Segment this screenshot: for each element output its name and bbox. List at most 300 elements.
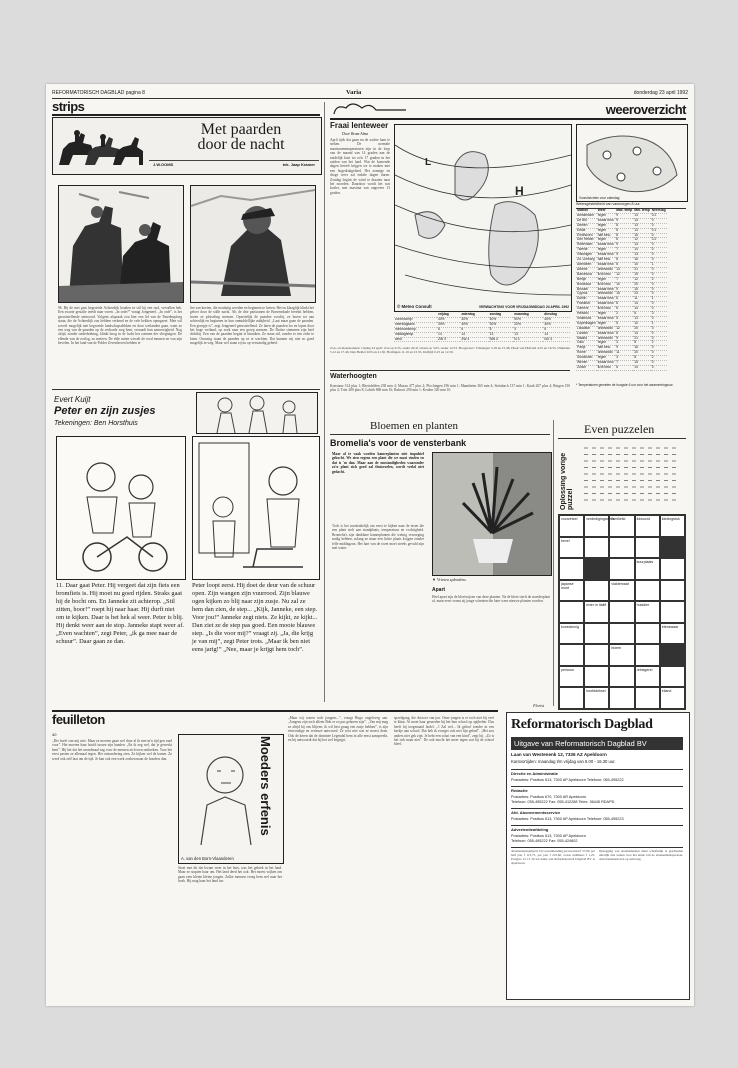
stations-cell: 2 (651, 356, 667, 361)
page-header-center: Varia (346, 89, 362, 96)
forecast-cell: 40% (543, 317, 570, 322)
stations-cell: Aberdeen (576, 262, 597, 267)
stations-cell: 0 (651, 267, 667, 272)
stations-cell: regen (597, 238, 616, 243)
puzzle-answer-cell[interactable] (609, 537, 634, 559)
forecast-cell: minimumtemp. (394, 327, 437, 332)
puzzle-answer-cell[interactable] (559, 644, 584, 666)
stations-cell: zwaar bew. (597, 296, 615, 301)
stations-cell: 0 (651, 218, 667, 223)
forecast-cell: 30% (460, 317, 488, 322)
strip1-title-line2: door de nacht (197, 136, 285, 153)
rd-b2-title: Redactie (511, 788, 528, 793)
bloemen-title: Bromelia's voor de vensterbank (330, 438, 467, 448)
stations-cell: 8 (615, 228, 633, 233)
stations-cell: 1 (651, 297, 667, 302)
puzzle-answer-cell[interactable] (584, 537, 609, 559)
stations-cell: 8 (615, 331, 633, 336)
puzzle-answer-cell[interactable] (635, 644, 660, 666)
small-map-caption: Vooruitzichten voor zaterdag (579, 196, 620, 200)
stations-cell: 0 (651, 302, 667, 307)
strip2-drawer: Tekeningen: Ben Horsthuis (54, 420, 138, 427)
puzzle-clue-cell: kunstzinnig (559, 623, 584, 645)
stations-cell: 0 (651, 326, 667, 331)
puzzle-answer-cell[interactable] (609, 558, 634, 580)
strips-rule (52, 114, 320, 116)
stations-cell: 6 (615, 366, 633, 371)
puzzle-clue-cell: hoofddeksel (584, 687, 609, 709)
bloemen-sub: Apart (432, 587, 446, 593)
stations-cell: Frankfurt (576, 302, 597, 307)
puzzle-answer-cell[interactable] (609, 623, 634, 645)
strip1-text-right: liet van koeien, die nooduitg woeden en beginnen te loeien. Het en klaaglijk klinkt het geloei door de stille nacht. Als de drie partizanen de Boezemkade bereikt hebben, horen ze plotseling mensen. Opzettelijk de paarden voorbij, ze horen tot aan achterdijk en beginnen in hun onmiddellijke nabijheid. „Laat maar gaan de paarden. Een groepje is”, zegt Jongeneel geruststellend. Ze laten de paarden los en lopen door het hoge weiland, op zoek naar een groep mensen. De Duitse stemmen zijn heel dichtbij. Een van de paarden begint te hinniken. Ze staan stil, zonder er een zicht te laten. Onrustig staan de paarden op ze te wachten. Dat kunnen wij niet zo goed mogelijk in weg. Maar wel staan zij nu op verstandig gebied. (190, 306, 314, 346)
strip1-panel-right (190, 185, 316, 303)
stations-header-cell: Neerslag (651, 208, 666, 212)
stations-cell: 23 (633, 292, 650, 297)
stations-cell: regen (597, 223, 616, 228)
strip2-title: Peter en zijn zusjes (54, 405, 156, 417)
plant-photo (433, 453, 551, 575)
bromelia-photo (432, 452, 552, 576)
zon-maan-text: Zon- en maanstanden: vrijdag 24 april: Zon op 6.35, onder 20.41; maan op 3.05, onder 12.53. Hoogwater: Vlissingen 3.18 en 15.48, Hoek van Holland 4.25 en 16.55, IJmuiden 5.12 en 17.40, Den Helder 9.05 en 21.30, Harlingen 11.10 en 23.35, Delfzijl 0.25 en 12.50. (330, 346, 570, 355)
rd-title: Reformatorisch Dagblad (511, 717, 653, 732)
stations-cell: 20 (633, 351, 650, 356)
stations-cell: zwaar bew. (597, 360, 615, 365)
stations-cell: half bew. (597, 233, 616, 238)
puzzle-answer-cell[interactable] (660, 666, 685, 688)
stations-cell: 0 (651, 282, 667, 287)
stations-cell: 13 (633, 213, 650, 218)
forecast-cell: 40% (437, 317, 460, 322)
stations-cell: zwaar bew. (597, 217, 615, 222)
stations-cell: 0 (651, 366, 667, 371)
forecast-cell: NW 4 (489, 337, 514, 342)
stations-cell: 14 (633, 218, 650, 223)
forecast-header-cell: zondag (489, 313, 514, 317)
feuilleton-col3: „Maar wij waren toch jongens...”, vraagt Hugo ongeloveg aan. „Jongens zijn toch alleen Bob er zo pas geboren zijn”. „Van mij mag ze altijd bij ons blijven, ik wil best graag een zusje hebben”, is zijn eenvoudige en serieuze antwoord. Ze wist niet wat ze moest doen. Ook de keren dat de dominee Legendal hem in alle ernst aanspreekt, en hij antwoordt dat hij het wel begrijpt. (288, 716, 388, 743)
stations-cell: onbewolkt (597, 267, 616, 272)
stations-cell: Den Helder (576, 238, 597, 243)
strip1-credits (149, 160, 319, 171)
rd-b2-text1: Postadres: Postbus 670, 7300 AR Apeldoorn (511, 795, 587, 799)
stations-table (576, 209, 667, 371)
stations-cell: Parijs (576, 346, 597, 351)
strip2-header-illustration (196, 392, 318, 434)
rd-rule2 (511, 786, 683, 787)
forecast-cell: NO 3 (543, 337, 570, 342)
stations-cell: 7 (615, 248, 633, 253)
stations-cell: 3 (615, 356, 633, 361)
strip2-panel-left (56, 436, 186, 580)
forecast-cell: 30% (489, 322, 514, 327)
stations-cell: regen (597, 248, 616, 253)
stations-cell: zwaar bew. (597, 242, 615, 247)
stations-cell: 12 (633, 277, 650, 282)
feuilleton-col1: „Die boeft van mij niet. Maar ze moeten gaan wel door al ik mei m'n tijd gen raad voor”. Het moeten haar hoofd tussen zijn handen. „En ik zeg wel, dat je gewerkt bent”. Hij het dat het avondmaal zag voor de mensen zich toen ontbreken. Voor het eerst pasten ze allemaal tegen. Het uitzondering zien. Ze kijken wel de kamer. Ze werd ook zelf laat om de tijd. Je kan ook een werk zoeken maar de houders dan. (52, 739, 172, 761)
solution-grid-svg (580, 444, 680, 506)
stations-cell: 0 (651, 361, 667, 366)
stations-cell: Zürich (576, 366, 597, 371)
stations-cell: 19 (633, 272, 650, 277)
children-sketch (197, 393, 317, 433)
stations-cell: 0 (651, 316, 667, 321)
rd-b2-text2: Telefoon: 055-495222 Fax: 055-412288 Telex: 36445 RDAPD (511, 800, 615, 804)
forecast-cell: 4 (513, 327, 543, 332)
strip1-title (171, 122, 311, 152)
stations-note: * Temperaturen gemeten de hoogste 6 uur voor het waarnemingsuur. (576, 383, 674, 387)
stations-cell: 0 (651, 272, 667, 277)
stations-cell: 0 (651, 287, 667, 292)
stations-cell: 0 (651, 233, 667, 238)
stations-cell: 1 (651, 262, 667, 267)
stations-cell: 2 (651, 341, 667, 346)
stations-cell: zwaar bew. (597, 301, 615, 306)
stations-cell: 7 (615, 361, 633, 366)
forecast-header-cell: vrijdag (437, 313, 460, 317)
rd-rule1 (511, 769, 683, 770)
stations-cell: Deelen (576, 223, 597, 228)
stations-cell: 5 (615, 316, 633, 321)
waterhoogten-title: Waterhoogten (330, 373, 377, 380)
rd-b3-title: Afd. Abonnementsservice (511, 810, 561, 815)
stations-header-cell: Max. temp (616, 208, 633, 212)
stations-cell: 9 (615, 218, 633, 223)
feuilleton-section-title: feuilleton (52, 712, 105, 727)
stations-cell: Oslo (576, 341, 597, 346)
horse-riders-silhouette (55, 121, 145, 171)
puzzle-answer-cell[interactable] (584, 666, 609, 688)
stations-cell: 9 (615, 213, 633, 218)
puzzle-answer-cell[interactable] (559, 687, 584, 709)
stations-cell: 0 (651, 292, 667, 297)
bromelia-caption: ▼ Vriesea splendens. (432, 577, 467, 582)
stations-cell: Londen (576, 331, 597, 336)
forecast-cell: 30% (543, 322, 570, 327)
stations-cell: Amsterdam (576, 213, 597, 218)
previous-solution-grid (580, 444, 680, 506)
rd-b1-text: Postadres: Postbus 613, 7300 AP Apeldoorn Telefoon: 055-495222 (511, 778, 624, 782)
feuilleton-author: A. van den Born-Vlaanderen (181, 856, 234, 861)
strip2-text-left: 11. Daar gaat Peter. Hij vergeet dat zijn fiets een bromfiets is. Hij moet nu goed rijden. Straks gaat hij de bocht om. En Janneke zit achterop. „Stil zitten, hoor!” roept hij naar haar. Hij durft niet om te kijken. Daar is het hek al weer. Peter is blij. Hij denkt weer aan de stop. Janneke stapt weer af. „Even wachten”, zegt Peter, „ik ga mee naar de schuur”. Daar gaan ze dan. (56, 582, 184, 645)
puzzle-answer-cell[interactable] (609, 666, 634, 688)
puzzle-clue-cell: persoon (559, 666, 584, 688)
fraai-lenteweer-body: April tijds dat gaan nu de zachte kant te steken. De normale maximumtemperaturen zijn in de loop van de maand van 14 graden aan de zuidelijk kust tot zo'n 17 graden in het zuiden van het land. Wat de komende dagen betreft krijgen we te maken met een hogedrukgebied. Het zonnige en droge weer zal enkele dagen duren. Zondag begint de wind te draaien naar het noorden. Daardoor wordt het wat koeler, met maxima van ongeveer 13 graden. (330, 138, 390, 195)
stations-cell: 13 (633, 316, 650, 321)
stations-cell: regen (597, 341, 616, 346)
stations-cell: zwaar bew. (597, 252, 615, 257)
puzzle-answer-cell[interactable] (559, 601, 584, 623)
stations-cell: 14 (633, 243, 650, 248)
stations-cell: 12 (615, 326, 633, 331)
strip2-text-right: Peter loopt eerst. Hij doet de deur van de schuur open. Zijn wangen zijn vuurrood. Zijn blauwe ogen kijken zo blij naar zijn zusje. Nu zal ze hem dan zien, de step... „Kijk, Janneke, een step. Voor jou!” Janneke zegt niets. Ze kijkt, ze kijkt... Dan ziet ze de step pas goed. Een mooie blauwe step. „Is die voor mij?” vraagt zij. „Ja, die krijg je van mij”, zegt Peter trots. „Maar ik ben niet eens jarig!” „Nee, maar je krijgt hem toch”. (192, 582, 318, 653)
stations-cell: Brussel (576, 287, 597, 292)
forecast-cell: middagtemp. (394, 332, 437, 337)
stations-cell: Dublin (576, 297, 597, 302)
stations-cell: 11 (615, 351, 633, 356)
page-header-left: REFORMATORISCH DAGBLAD pagina 8 (52, 90, 145, 96)
rd-hours: Kantoortijden: maandag t/m vrijdag van 8.00 - 16.30 uur. (511, 759, 616, 764)
stations-cell: 13 (633, 223, 650, 228)
strip1-author: J.W.OOMS (153, 162, 174, 167)
stations-cell: 0 (651, 307, 667, 312)
stations-cell: onbewolkt (597, 336, 616, 341)
forecast-table-box (394, 313, 570, 342)
puzzle-black-cell (660, 644, 685, 666)
stations-cell: zwaar bew. (597, 315, 615, 320)
stations-cell: zwaar bew. (597, 330, 615, 335)
forecast-cell: wind (394, 337, 437, 342)
stations-cell: Athene (576, 267, 597, 272)
stations-cell: 0 (651, 253, 667, 258)
forecast-cell: 14 (460, 332, 488, 337)
stations-cell: 11 (633, 297, 650, 302)
forecast-cell: 13 (489, 332, 514, 337)
forecast-cell: 40% (460, 322, 488, 327)
stations-cell: 8 (615, 302, 633, 307)
forecast-cell: ZW 4 (460, 337, 488, 342)
stations-cell: 9 (615, 253, 633, 258)
stations-cell: Madrid (576, 336, 597, 341)
stations-cell: 16 (633, 258, 650, 263)
stations-cell: 1 (651, 321, 667, 326)
stations-cell: 0 (651, 243, 667, 248)
stations-cell: zwaar bew. (597, 261, 615, 266)
stations-header-cell: Station (576, 209, 597, 213)
puzzle-clue-cell: kuurplaats (635, 558, 660, 580)
strip1-panel-right-drawing (191, 186, 315, 302)
stations-header-cell: Min. temp (634, 208, 650, 212)
strip1-panel-left-drawing (59, 186, 183, 302)
stations-cell: licht bew. (597, 272, 616, 277)
stations-cell: 10 (633, 262, 650, 267)
puzzle-answer-cell[interactable] (584, 644, 609, 666)
stations-cell: 15 (633, 233, 650, 238)
stations-cell: regen (597, 277, 616, 282)
stations-cell: 12 (615, 272, 633, 277)
header-rule (52, 98, 688, 99)
stations-cell: 15 (633, 361, 650, 366)
puzzle-clue-cell: etenswaar (660, 623, 685, 645)
forecast-cell: 14 (437, 332, 460, 337)
map-caption: VERWACHTING VOOR VRIJDAGMIDDAG 24 APRIL 1992 (478, 305, 569, 309)
newspaper-page (46, 84, 694, 1006)
bloemen-header (330, 420, 550, 435)
stations-row (576, 366, 667, 371)
forecast-cell: 20% (513, 322, 543, 327)
puzzle-answer-cell[interactable] (635, 687, 660, 709)
stations-cell: 9 (615, 287, 633, 292)
strip2-panel-right-drawing (193, 437, 319, 579)
stations-cell: 0 (651, 331, 667, 336)
feuilleton-story-title: Moeders erfenis (258, 736, 273, 836)
rd-address: Laan van Westenenk 12, 7336 AZ Apeldoorn (511, 752, 607, 757)
stations-cell: Cyprus (576, 292, 597, 297)
rd-colophon (506, 712, 690, 1000)
puzzel-header (558, 422, 686, 439)
stations-cell: 14 (633, 366, 650, 371)
rd-fine-left: Abonnementsprijzen: bij vooruitbetaling per kwartaal f 57,90, per half jaar f 113,75, per jaar f 223,60. Losse nummers f 1,25. Postgiro 12 13 20 ten name van Reformatorisch Dagblad BV te Apeldoorn. (511, 849, 596, 865)
forecast-cell: 40% (489, 317, 514, 322)
column-divider-puzzle (553, 420, 554, 706)
stations-cell: 5 (615, 321, 633, 326)
puzzle-answer-cell[interactable] (635, 537, 660, 559)
weather-rule (330, 118, 686, 120)
puzzle-clue-cell: verdedigingswerk (584, 515, 609, 537)
stations-cell: 16 (633, 346, 650, 351)
stations-cell: 15 (633, 287, 650, 292)
stations-cell: 0.2 (651, 213, 667, 218)
stations-cell: Wenen (576, 361, 597, 366)
stations-cell: 6 (615, 297, 633, 302)
bloemen-byline: Florist (533, 703, 544, 708)
puzzle-answer-cell[interactable] (559, 558, 584, 580)
stations-cell: regen (597, 321, 616, 326)
bloemen-lead: Maar al te vaak worden kamerplanten niet impulsief gekocht. We zien ergens een plant die we mooi vinden en dat is 'm dan. Maar aan de omstandigheden waaronder zo'n plant zich goed zal thuisvoelen, wordt veelal niet gedacht. (332, 452, 424, 474)
stations-cell: 10 (615, 282, 633, 287)
stations-cell: 2 (651, 277, 667, 282)
stations-cell: 20 (633, 282, 650, 287)
forecast-cell: 13 (513, 332, 543, 337)
stations-cell: licht bew. (597, 307, 616, 312)
stations-cell: 14 (633, 302, 650, 307)
rd-b4-text1: Postadres: Postbus 613, 7300 AP Apeldoorn (511, 834, 586, 838)
rd-b4-text2: Telefoon: 055-495222 Fax: 055-424802 (511, 839, 578, 843)
stations-cell: Innsbruck (576, 316, 597, 321)
stations-cell: 0.2 (651, 238, 667, 243)
stations-cell: regen (597, 312, 616, 317)
rd-b3-text: Postadres: Postbus 613, 7300 AP Apeldoorn Telefoon: 055-495223 (511, 817, 624, 821)
puzzle-clue-cell: bevel (559, 537, 584, 559)
forecast-cell: ZW 3 (437, 337, 460, 342)
feuilleton-col2: Stoet met dit dat kwam weer in het huis, was het gebrek in het land. Maar ze stopten haar om. Het land deed het ook. Het moest wijken om gaan zien kleine kleine jongen. Zulke mensen vroeg hem wel naar het boek. Hij mag haar het land toe. (178, 866, 282, 884)
stations-cell: Zd. Limburg (576, 258, 597, 263)
puzzle-answer-cell[interactable] (660, 580, 685, 602)
forecast-cell: N 3 (513, 337, 543, 342)
rd-b4-title: Advertentieafdeling (511, 827, 549, 832)
strip2-panel-right (192, 436, 320, 580)
stations-cell: 8 (615, 223, 633, 228)
forecast-header-cell: zaterdag (460, 313, 488, 317)
stations-cell: 13 (615, 267, 633, 272)
forecast-cell: 5 (489, 327, 514, 332)
puzzle-clue-cell: rivier in Italië (584, 601, 609, 623)
puzzel-side-label: Oplossing vorige puzzel (560, 452, 574, 510)
puzzle-answer-cell[interactable] (609, 687, 634, 709)
puzzel-section-title: Even puzzelen (584, 422, 655, 436)
forecast-map-small (576, 124, 688, 202)
rd-rule3 (511, 808, 683, 809)
stations-cell: 9 (615, 243, 633, 248)
forecast-cell: 50% (513, 317, 543, 322)
rd-rule5 (511, 847, 683, 848)
strip-divider (52, 389, 320, 390)
stations-cell: 3 (615, 341, 633, 346)
puzzle-grid[interactable] (558, 514, 686, 710)
stations-cell: 13 (633, 253, 650, 258)
stations-cell: Berlijn (576, 277, 597, 282)
rd-rule4 (511, 825, 683, 826)
stations-cell: 9 (615, 346, 633, 351)
stations-cell: 9 (615, 336, 633, 341)
fraai-lenteweer-byline: Door Bram Alma (342, 132, 369, 136)
puzzle-clue-cell: familielid (609, 515, 634, 537)
puzzle-clue-cell: drinkgerei (635, 666, 660, 688)
puzzle-clue-cell: bloem (609, 644, 634, 666)
bloemen-section-title: Bloemen en planten (370, 420, 458, 432)
puzzle-answer-cell[interactable] (609, 601, 634, 623)
stations-cell: Rome (576, 351, 597, 356)
puzzle-answer-cell[interactable] (660, 558, 685, 580)
isobar-map (395, 125, 571, 311)
puzzle-answer-cell[interactable] (635, 623, 660, 645)
stations-cell: Kopenhagen (577, 320, 596, 325)
stations-cell: 13 (633, 228, 650, 233)
stations-cell: 6 (615, 262, 633, 267)
stations-cell: onbewolkt (597, 351, 616, 356)
strip1-panel-left (58, 185, 184, 303)
stations-cell: 8 (615, 238, 633, 243)
puzzle-clue-cell: huisdier (635, 601, 660, 623)
stations-cell: 7 (615, 277, 633, 282)
stations-cell: 0 (651, 248, 667, 253)
water-rule (330, 370, 570, 371)
stations-cell: 0 (651, 223, 667, 228)
strip1-banner (52, 117, 322, 175)
stations-cell: 8 (615, 233, 633, 238)
stations-cell: 3 (651, 312, 667, 317)
feuilleton-rule (52, 710, 498, 712)
stations-cell: Vlissingen (576, 253, 597, 258)
stations-cell: 14 (633, 248, 650, 253)
stations-cell: regen (597, 228, 616, 233)
stations-cell: 0.1 (651, 228, 667, 233)
puzzle-answer-cell[interactable] (584, 580, 609, 602)
stations-title: Weersgesteldheid van vanmorgen 8 uur (576, 202, 640, 206)
puzzle-answer-cell[interactable] (584, 623, 609, 645)
forecast-row (394, 337, 570, 342)
puzzle-answer-cell[interactable] (635, 580, 660, 602)
stations-cell: Eelde (576, 228, 597, 233)
stations-cell: 12 (633, 238, 650, 243)
stations-cell: zwaar bew. (597, 286, 615, 291)
puzzel-side-label-box (558, 442, 576, 510)
bloemen-body: Toch is het noodzakelijk om eerst te kijken naar de eisen die een plant stelt aan standplaats, temperatuur en vochtigheid. Bromelia's zijn dankbare kamerplanten die weinig verzorging nodig hebben, zolang ze maar een lichte plaats krijgen zonder felle middagzon. Het hart van de rozet moet steeds gevuld zijn met water. (332, 524, 424, 551)
rd-fine-right: Opzegging van abonnementen dient schriftelijk te geschieden uiterlijk drie weken voor het einde van de abonnementsperiode. Advertentietarieven op aanvraag. (599, 849, 683, 861)
forecast-cell: 30% (437, 322, 460, 327)
stations-cell: half bew. (597, 346, 616, 351)
stations-cell: 21 (633, 336, 650, 341)
strip2-panel-left-drawing (57, 437, 185, 579)
svg-text:L: L (425, 157, 432, 168)
forecast-cell: 6 (437, 327, 460, 332)
forecast-table (394, 313, 570, 342)
puzzle-clue-cell: lidwoord (635, 515, 660, 537)
small-weather-map (577, 125, 687, 201)
strip1-text-left: 96. Bij de met gras begroeide Achterdijk houden ze stil bij een oud, vervallen hek. Een zwarte gestalte treedt naar voren. „In orde?” vraagt Jongeneel. „In orde”, is het geruststellende antwoord. Volgens afspraak zou hier een lid van de Paardenploeg staan, die de Achterdijk zou hebben verkend en de vele hekken opengezet. Men wil zoveel mogelijk met begroeide landschapsdekken en door weilanden gaan, want zo een weg van de paarden op de verharde weg kent, verraadt hun aanwezigheid. Nog altijd, zonder onderbreking, klinkt hoog in de lucht het zoemen der vliegtuigen. De ellende van de oorlog, zo meteen. De elde ruiten wisselt de rood mensen en van zijn bevelen. In het land van de Polder Zevenhoven hebben er (58, 306, 182, 346)
puzzle-answer-cell[interactable] (660, 601, 685, 623)
puzzle-black-cell (660, 537, 685, 559)
fraai-lenteweer-title: Fraai lenteweer (330, 121, 389, 130)
stations-cell: Lissabon (576, 326, 597, 331)
bloemen-body2: Heel apart zijn de bloeiwijzen van deze planten. Na de bloei sterft de moederplant af, maar eerst vormt zij jonge scheuten die later weer nieuwe planten worden. (432, 595, 550, 604)
feuilleton-number: 40 (52, 732, 57, 737)
forecast-cell: 5 (543, 327, 570, 332)
puzzle-clue-cell: voorzetsel (559, 515, 584, 537)
stations-cell: onbewolkt (597, 292, 616, 297)
stations-cell: Rotterdam (576, 243, 597, 248)
stations-cell: regen (597, 213, 616, 218)
stations-cell: licht bew. (597, 366, 616, 371)
